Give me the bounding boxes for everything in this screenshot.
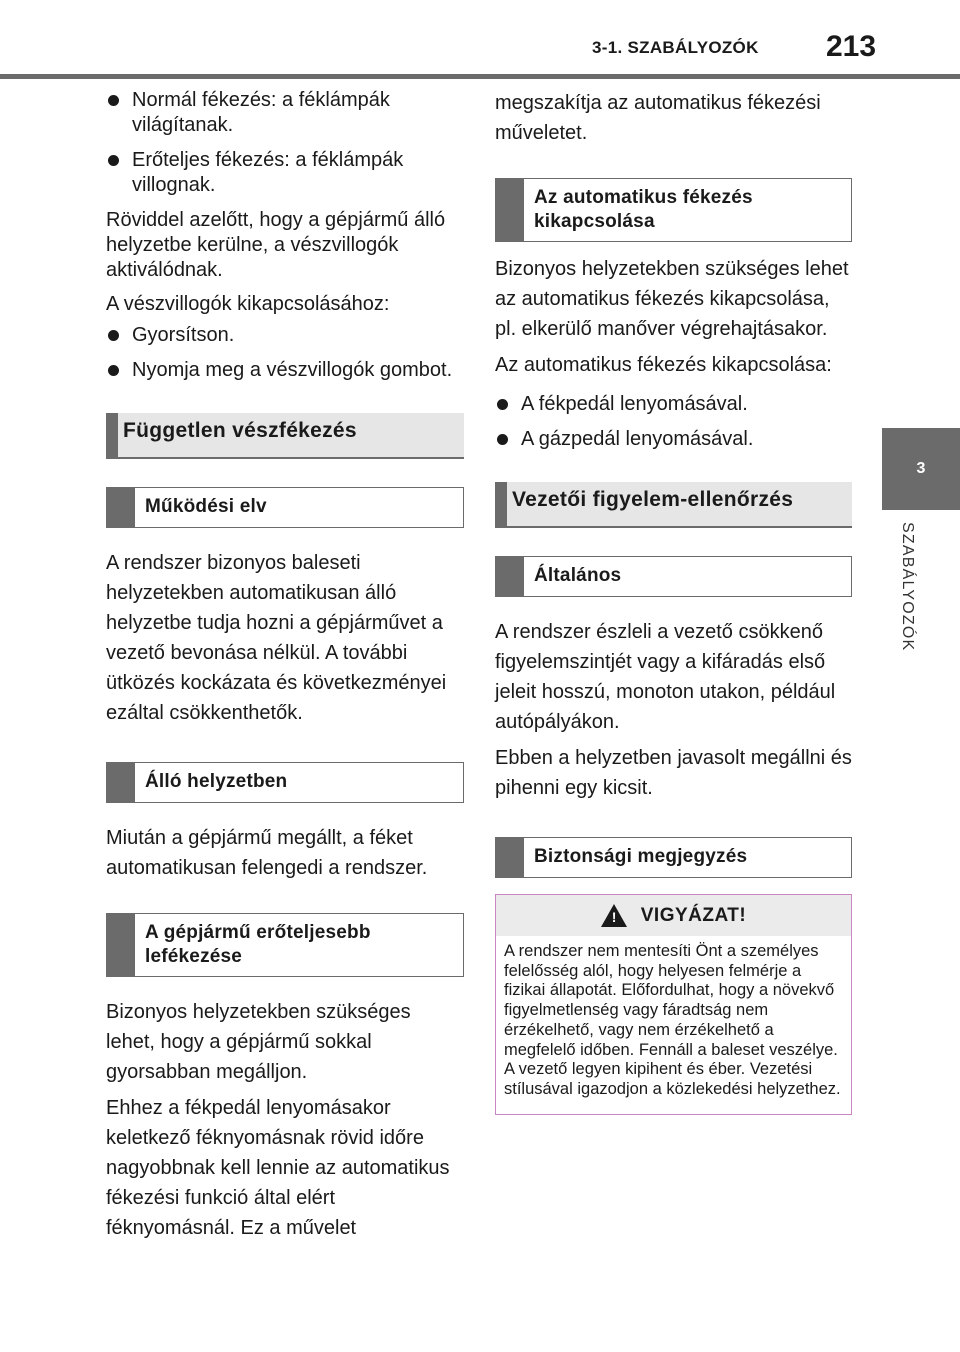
paragraph: megszakítja az automatikus fékezési műveletet. xyxy=(495,92,821,144)
minor-heading xyxy=(106,762,464,803)
major-heading-text: Vezetői figyelem-ellenőrzés xyxy=(512,488,794,511)
minor-heading-text: Álló helyzetben xyxy=(145,771,288,792)
bullet-item: Nyomja meg a vészvillogók gombot. xyxy=(106,358,464,383)
left-column xyxy=(106,88,464,1249)
minor-heading xyxy=(106,487,464,528)
minor-heading xyxy=(495,556,852,597)
heading-bar xyxy=(496,838,524,877)
bullet-item: Gyorsítson. xyxy=(106,323,464,348)
paragraph: Bizonyos helyzetekben szükséges lehet, hogy a gépjármű sokkal gyorsabban megálljon. xyxy=(106,1001,411,1083)
minor-heading xyxy=(495,837,852,878)
paragraph: Röviddel azelőtt, hogy a gépjármű álló helyzetbe kerülne, a vészvillogók aktiválódnak. xyxy=(106,209,446,281)
heading-bar xyxy=(107,488,135,527)
heading-bar xyxy=(106,413,118,457)
heading-bar xyxy=(495,482,507,526)
bullet-item: A gázpedál lenyomásával. xyxy=(495,427,852,452)
warning-body: A rendszer nem mentesíti Önt a személyes felelősség alól, hogy helyesen felmérje a fizikai állapotát. Előfordulhat, hogy a növekvő figyelmetlenség vagy fáradtság nem érzékelhető, vagy nem érzékelhető a megfelelő időben. Fennáll a baleset veszélye. A vezető legyen kipihent és éber. Vezetési stílusával igazodjon a közlekedési helyzethez. xyxy=(504,942,841,1098)
chapter-label: SZABÁLYOZÓK xyxy=(899,522,916,652)
warning-header xyxy=(496,895,851,936)
heading-bar xyxy=(496,179,524,241)
minor-heading-text: Működési elv xyxy=(145,496,267,517)
warning-triangle-icon: ! xyxy=(601,904,627,927)
warning-box xyxy=(495,894,852,1115)
bullet-item: Erőteljes fékezés: a féklámpák villognak. xyxy=(106,148,464,198)
minor-heading xyxy=(495,178,852,242)
paragraph: A vészvillogók kikapcsolásához: xyxy=(106,293,390,315)
section-title: 3-1. SZABÁLYOZÓK xyxy=(592,38,759,57)
minor-heading-text: Az automatikus fékezés kikapcsolása xyxy=(534,187,753,232)
minor-heading xyxy=(106,913,464,977)
chapter-tab xyxy=(882,428,960,510)
paragraph: Ebben a helyzetben javasolt megállni és pihenni egy kicsit. xyxy=(495,747,852,799)
paragraph: A rendszer bizonyos baleseti helyzetekben automatikusan álló helyzetbe tudja hozni a gépjárművet a vezető bevonása nélkül. A további ütközés kockázata és következményei ezáltal csökkenthetők. xyxy=(106,552,447,724)
heading-bar xyxy=(107,914,135,976)
bullet-item: A fékpedál lenyomásával. xyxy=(495,392,852,417)
paragraph: Bizonyos helyzetekben szükséges lehet az automatikus fékezés kikapcsolása, pl. elkerülő manőver végrehajtásakor. xyxy=(495,258,849,340)
warning-title: VIGYÁZAT! xyxy=(640,904,747,926)
minor-heading-text: Biztonsági megjegyzés xyxy=(534,846,748,867)
major-heading-text: Független vészfékezés xyxy=(123,419,357,442)
minor-heading-text: A gépjármű erőteljesebb lefékezése xyxy=(145,922,371,967)
right-column xyxy=(495,88,852,1115)
paragraph: Miután a gépjármű megállt, a féket automatikusan felengedi a rendszer. xyxy=(106,827,428,879)
chapter-number: 3 xyxy=(916,460,926,477)
major-heading xyxy=(106,413,464,459)
bullet-item: Normál fékezés: a féklámpák világítanak. xyxy=(106,88,464,138)
heading-bar xyxy=(107,763,135,802)
major-heading xyxy=(495,482,852,528)
minor-heading-text: Általános xyxy=(534,565,622,586)
header-rule xyxy=(0,74,960,79)
heading-bar xyxy=(496,557,524,596)
paragraph: A rendszer észleli a vezető csökkenő figyelemszintjét vagy a kifáradás első jeleit hosszú, monoton utakon, például autópályákon. xyxy=(495,621,836,733)
page-number: 213 xyxy=(826,30,877,63)
paragraph: Ehhez a fékpedál lenyomásakor keletkező féknyomásnak rövid időre nagyobbnak kell lennie az automatikus fékezési funkció által elért féknyomásnál. Ez a művelet xyxy=(106,1097,450,1239)
paragraph: Az automatikus fékezés kikapcsolása: xyxy=(495,354,832,376)
